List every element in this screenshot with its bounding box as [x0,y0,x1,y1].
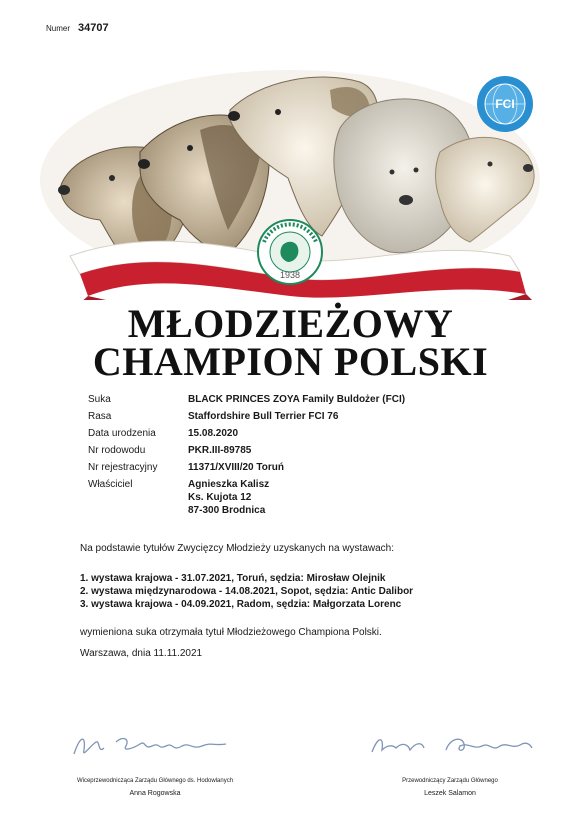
intro-text: Na podstawie tytułów Zwycięzcy Młodzieży uzyskanych na wystawach: [80,543,395,554]
show-entry-1: 1. wystawa krajowa - 31.07.2021, Toruń, sędzia: Mirosław Olejnik [80,573,386,584]
certificate-number: 34707 [78,22,109,34]
owner-name: Agnieszka Kalisz [188,479,270,490]
number-label: Numer [46,24,71,33]
field-value: Staffordshire Bull Terrier FCI 76 [188,411,339,422]
date-line: Warszawa, dnia 11.11.2021 [80,648,203,659]
left-signatory-role: Wiceprzewodnicząca Zarządu Głównego ds. Hodowlanych [76,778,234,784]
owner-city: 87-300 Brodnica [188,505,266,516]
field-label: Data urodzenia [88,428,156,439]
show-entry-2: 2. wystawa międzynarodowa - 14.08.2021, Sopot, sędzia: Antic Dalibor [80,586,414,597]
right-signatory-name: Leszek Salamon [424,790,476,797]
field-value: 15.08.2020 [188,428,239,439]
left-signatory-name: Anna Rogowska [129,790,181,797]
right-signatory-role: Przewodniczący Zarządu Głównego [402,778,498,784]
show-entry-3: 3. wystawa krajowa - 04.09.2021, Radom, sędzia: Małgorzata Lorenc [80,599,402,610]
fci-logo-text: FCI [495,97,515,111]
field-label: Rasa [88,411,112,422]
conclusion-text: wymieniona suka otrzymała tytuł Młodzieżowego Championa Polski. [80,627,382,638]
field-value: PKR.III-89785 [188,445,252,456]
dogs-illustration [40,60,540,300]
title-line-2: CHAMPION POLSKI [92,339,489,384]
field-label: Nr rodowodu [88,445,146,456]
field-label: Suka [88,394,111,405]
owner-street: Ks. Kujota 12 [188,492,252,503]
field-value: 11371/XVIII/20 Toruń [188,462,284,473]
emblem-year: 1938 [279,270,301,280]
retriever-head-drawing [436,137,535,242]
title-line-1: MŁODZIEŻOWY [127,301,454,346]
right-signature [366,730,536,760]
field-label: Nr rejestracyjny [88,462,158,473]
field-value: BLACK PRINCES ZOYA Family Buldożer (FCI) [188,394,406,405]
left-signature [70,728,240,762]
field-label: Właściciel [88,479,133,490]
